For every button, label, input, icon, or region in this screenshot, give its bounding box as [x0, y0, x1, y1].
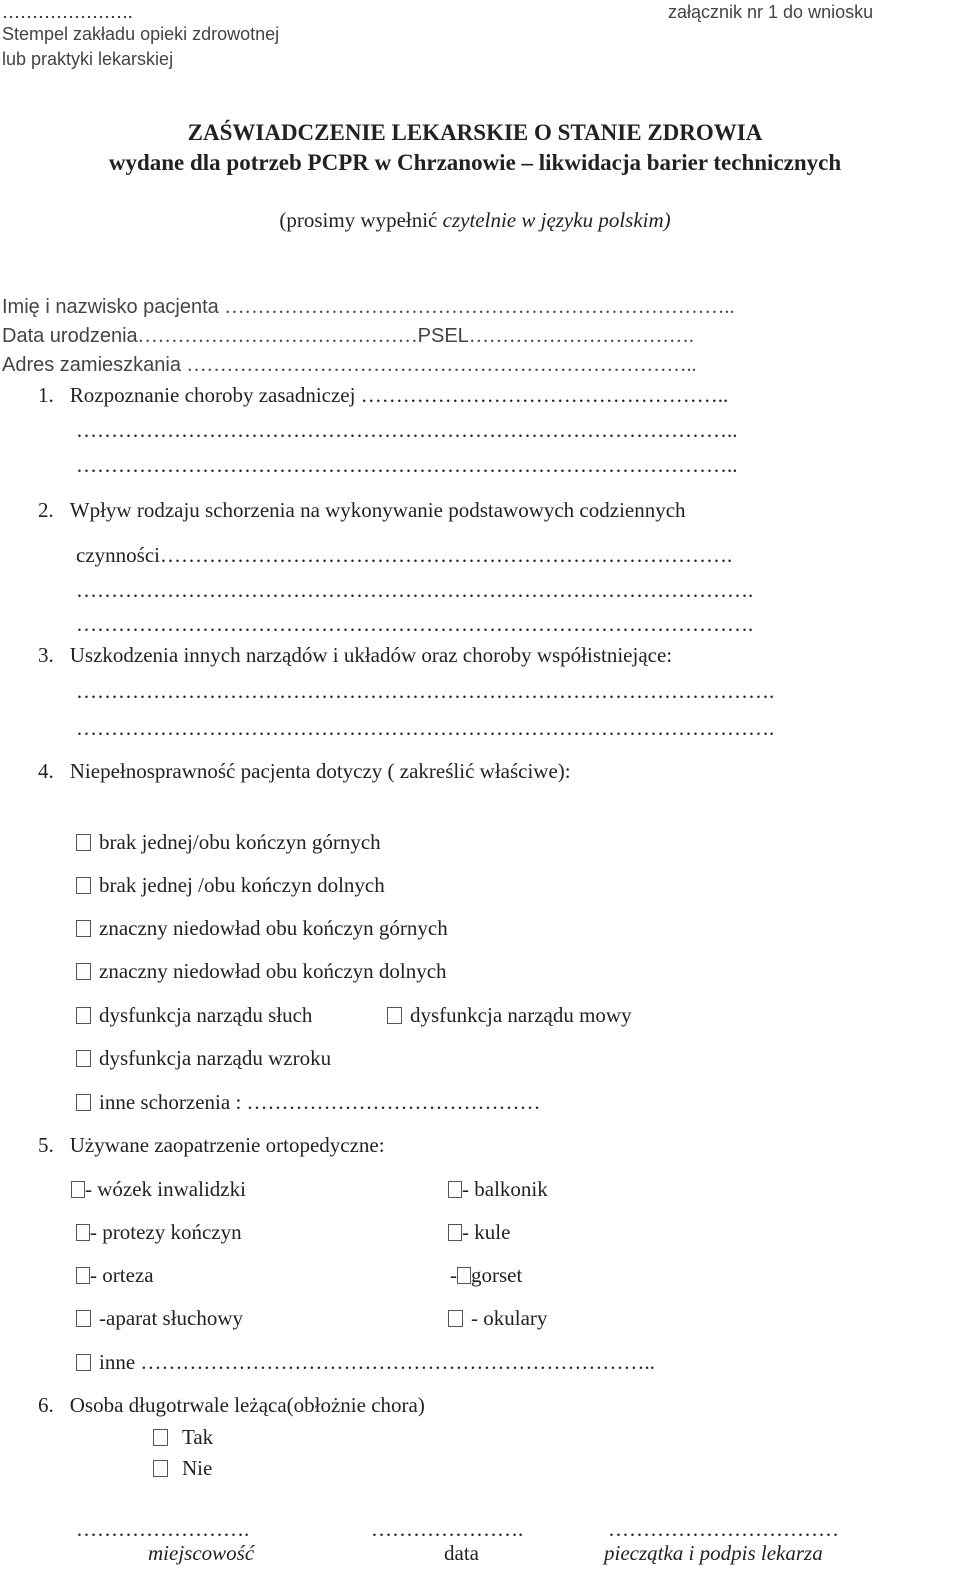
option-label: znaczny niedowład obu kończyn górnych: [99, 916, 448, 940]
section-3-field-line1[interactable]: ……………………………………………………………………………………….: [76, 679, 775, 703]
checkbox-icon[interactable]: [448, 1310, 463, 1327]
pesel-field[interactable]: …………………………….: [468, 325, 694, 347]
checkbox-icon[interactable]: [76, 1050, 91, 1067]
checkbox-icon[interactable]: [71, 1181, 85, 1198]
checkbox-icon[interactable]: [387, 1007, 402, 1024]
section-2-label: Wpływ rodzaju schorzenia na wykonywanie podstawowych codziennych: [69, 498, 686, 522]
checkbox-icon[interactable]: [76, 1094, 91, 1111]
option-label: - wózek inwalidzki: [85, 1177, 246, 1201]
document-subtitle: wydane dla potrzeb PCPR w Chrzanowie – likwidacja barier technicznych: [108, 150, 842, 175]
signature-field[interactable]: ……………………………: [608, 1517, 839, 1541]
address-row: [2, 354, 697, 377]
option-label: inne: [99, 1350, 136, 1374]
dob-label: Data urodzenia: [2, 325, 138, 347]
aid-wheelchair[interactable]: [71, 1177, 246, 1202]
section-1-number: 1.: [38, 383, 54, 407]
attachment-note: załącznik nr 1 do wniosku: [668, 2, 874, 22]
aid-other[interactable]: [76, 1350, 655, 1375]
section-1-field-line1[interactable]: ……………………………………………..: [360, 383, 729, 407]
option-label: znaczny niedowład obu kończyn dolnych: [99, 959, 447, 983]
other-conditions-field[interactable]: ……………………………………: [246, 1090, 541, 1114]
option-label: - kule: [462, 1220, 511, 1244]
bedridden-yes[interactable]: [153, 1425, 213, 1450]
option-label: Tak: [182, 1425, 214, 1449]
option-label: - orteza: [90, 1263, 154, 1287]
checkbox-icon[interactable]: [76, 963, 91, 980]
section-2-field-line1[interactable]: ……………………………………………………………………….: [159, 543, 733, 567]
disability-option-vision[interactable]: [76, 1046, 331, 1071]
checkbox-icon[interactable]: [448, 1224, 462, 1241]
section-1-row: [38, 383, 728, 408]
checkbox-icon[interactable]: [153, 1429, 168, 1446]
section-4-number: 4.: [38, 759, 54, 783]
stamp-dots: ………………….: [2, 2, 133, 22]
bedridden-no[interactable]: [153, 1456, 212, 1481]
option-label: - balkonik: [462, 1177, 548, 1201]
section-6-row: [38, 1393, 425, 1418]
section-3-number: 3.: [38, 643, 54, 667]
aid-glasses[interactable]: [448, 1306, 547, 1331]
option-label: inne schorzenia :: [99, 1090, 242, 1114]
aid-crutches[interactable]: [448, 1220, 510, 1245]
place-caption: miejscowość: [148, 1541, 255, 1565]
date-field[interactable]: ………………….: [371, 1517, 524, 1541]
pesel-label: PSEL: [417, 325, 469, 347]
option-label: - okulary: [471, 1306, 548, 1330]
section-2-number: 2.: [38, 498, 54, 522]
checkbox-icon[interactable]: [76, 877, 91, 894]
option-label: dysfunkcja narządu wzroku: [99, 1046, 332, 1070]
section-4-row: [38, 759, 571, 784]
aid-prosthesis[interactable]: [76, 1220, 242, 1245]
stamp-label-line1: Stempel zakładu opieki zdrowotnej: [2, 24, 280, 44]
section-2-row: [38, 498, 686, 523]
disability-option-paresis-upper[interactable]: [76, 916, 448, 941]
section-4-label: Niepełnosprawność pacjenta dotyczy ( zakreślić właściwe):: [69, 759, 571, 783]
aid-corset[interactable]: [450, 1263, 522, 1288]
section-6-number: 6.: [38, 1393, 54, 1417]
address-label: Adres zamieszkania: [2, 354, 181, 376]
place-field[interactable]: …………………….: [76, 1517, 250, 1541]
checkbox-icon[interactable]: [448, 1181, 462, 1198]
disability-option-hearing[interactable]: [76, 1003, 312, 1028]
fill-instruction-italic: czytelnie w języku polskim): [442, 208, 671, 232]
section-1-field-line2[interactable]: …………………………………………………………………………………..: [76, 418, 738, 442]
section-2-label-cont: czynności: [76, 543, 160, 567]
disability-option-other[interactable]: [76, 1090, 541, 1115]
checkbox-icon[interactable]: [153, 1460, 168, 1477]
fill-instruction: [0, 208, 950, 233]
option-label: gorset: [471, 1263, 523, 1287]
fill-instruction-prefix: (prosimy wypełnić: [279, 208, 443, 232]
section-3-label: Uszkodzenia innych narządów i układów oraz choroby współistniejące:: [69, 643, 673, 667]
aid-hearing-aid[interactable]: [76, 1306, 243, 1331]
checkbox-icon[interactable]: [76, 1354, 91, 1371]
document-title: ZAŚWIADCZENIE LEKARSKIE O STANIE ZDROWIA: [187, 120, 763, 145]
option-label: dysfunkcja narządu słuch: [99, 1003, 313, 1027]
checkbox-icon[interactable]: [76, 1007, 91, 1024]
stamp-label-line2: lub praktyki lekarskiej: [2, 49, 174, 69]
disability-option-upper-limbs[interactable]: [76, 830, 381, 855]
checkbox-icon[interactable]: [457, 1267, 471, 1284]
disability-option-speech[interactable]: [387, 1003, 632, 1028]
option-label: - protezy kończyn: [90, 1220, 242, 1244]
section-5-number: 5.: [38, 1133, 54, 1157]
section-3-field-line2[interactable]: ……………………………………………………………………………………….: [76, 716, 775, 740]
aid-walker[interactable]: [448, 1177, 548, 1202]
checkbox-icon[interactable]: [76, 1267, 90, 1284]
disability-option-paresis-lower[interactable]: [76, 959, 447, 984]
checkbox-icon[interactable]: [76, 1310, 91, 1327]
option-label: dysfunkcja narządu mowy: [410, 1003, 632, 1027]
section-3-row: [38, 643, 672, 668]
section-2-field-line2[interactable]: …………………………………………………………………………………….: [76, 578, 754, 602]
address-field[interactable]: …………………………………………………………………..: [186, 354, 697, 376]
aid-other-field[interactable]: ………………………………………………………………..: [140, 1350, 655, 1374]
signature-caption: pieczątka i podpis lekarza: [604, 1541, 823, 1565]
date-caption: data: [444, 1541, 479, 1565]
patient-name-field[interactable]: …………………………………………………………………..: [224, 296, 735, 318]
option-label: -aparat słuchowy: [99, 1306, 244, 1330]
aid-orthosis[interactable]: [76, 1263, 154, 1288]
option-dash: -: [450, 1263, 457, 1287]
dob-field[interactable]: ……………………………………: [137, 325, 418, 347]
checkbox-icon[interactable]: [76, 834, 91, 851]
option-label: Nie: [182, 1456, 213, 1480]
patient-name-row: [2, 296, 734, 319]
section-2-row2: [76, 543, 732, 568]
option-label: brak jednej /obu kończyn dolnych: [99, 873, 385, 897]
section-5-label: Używane zaopatrzenie ortopedyczne:: [69, 1133, 385, 1157]
option-label: brak jednej/obu kończyn górnych: [99, 830, 381, 854]
checkbox-icon[interactable]: [76, 1224, 90, 1241]
section-6-label: Osoba długotrwale leżąca(obłożnie chora): [69, 1393, 425, 1417]
dob-row: [2, 325, 694, 348]
disability-option-lower-limbs[interactable]: [76, 873, 385, 898]
section-2-field-line3[interactable]: …………………………………………………………………………………….: [76, 612, 754, 636]
section-5-row: [38, 1133, 385, 1158]
checkbox-icon[interactable]: [76, 920, 91, 937]
section-1-label: Rozpoznanie choroby zasadniczej: [69, 383, 356, 407]
patient-name-label: Imię i nazwisko pacjenta: [2, 296, 219, 318]
section-1-field-line3[interactable]: …………………………………………………………………………………..: [76, 453, 738, 477]
